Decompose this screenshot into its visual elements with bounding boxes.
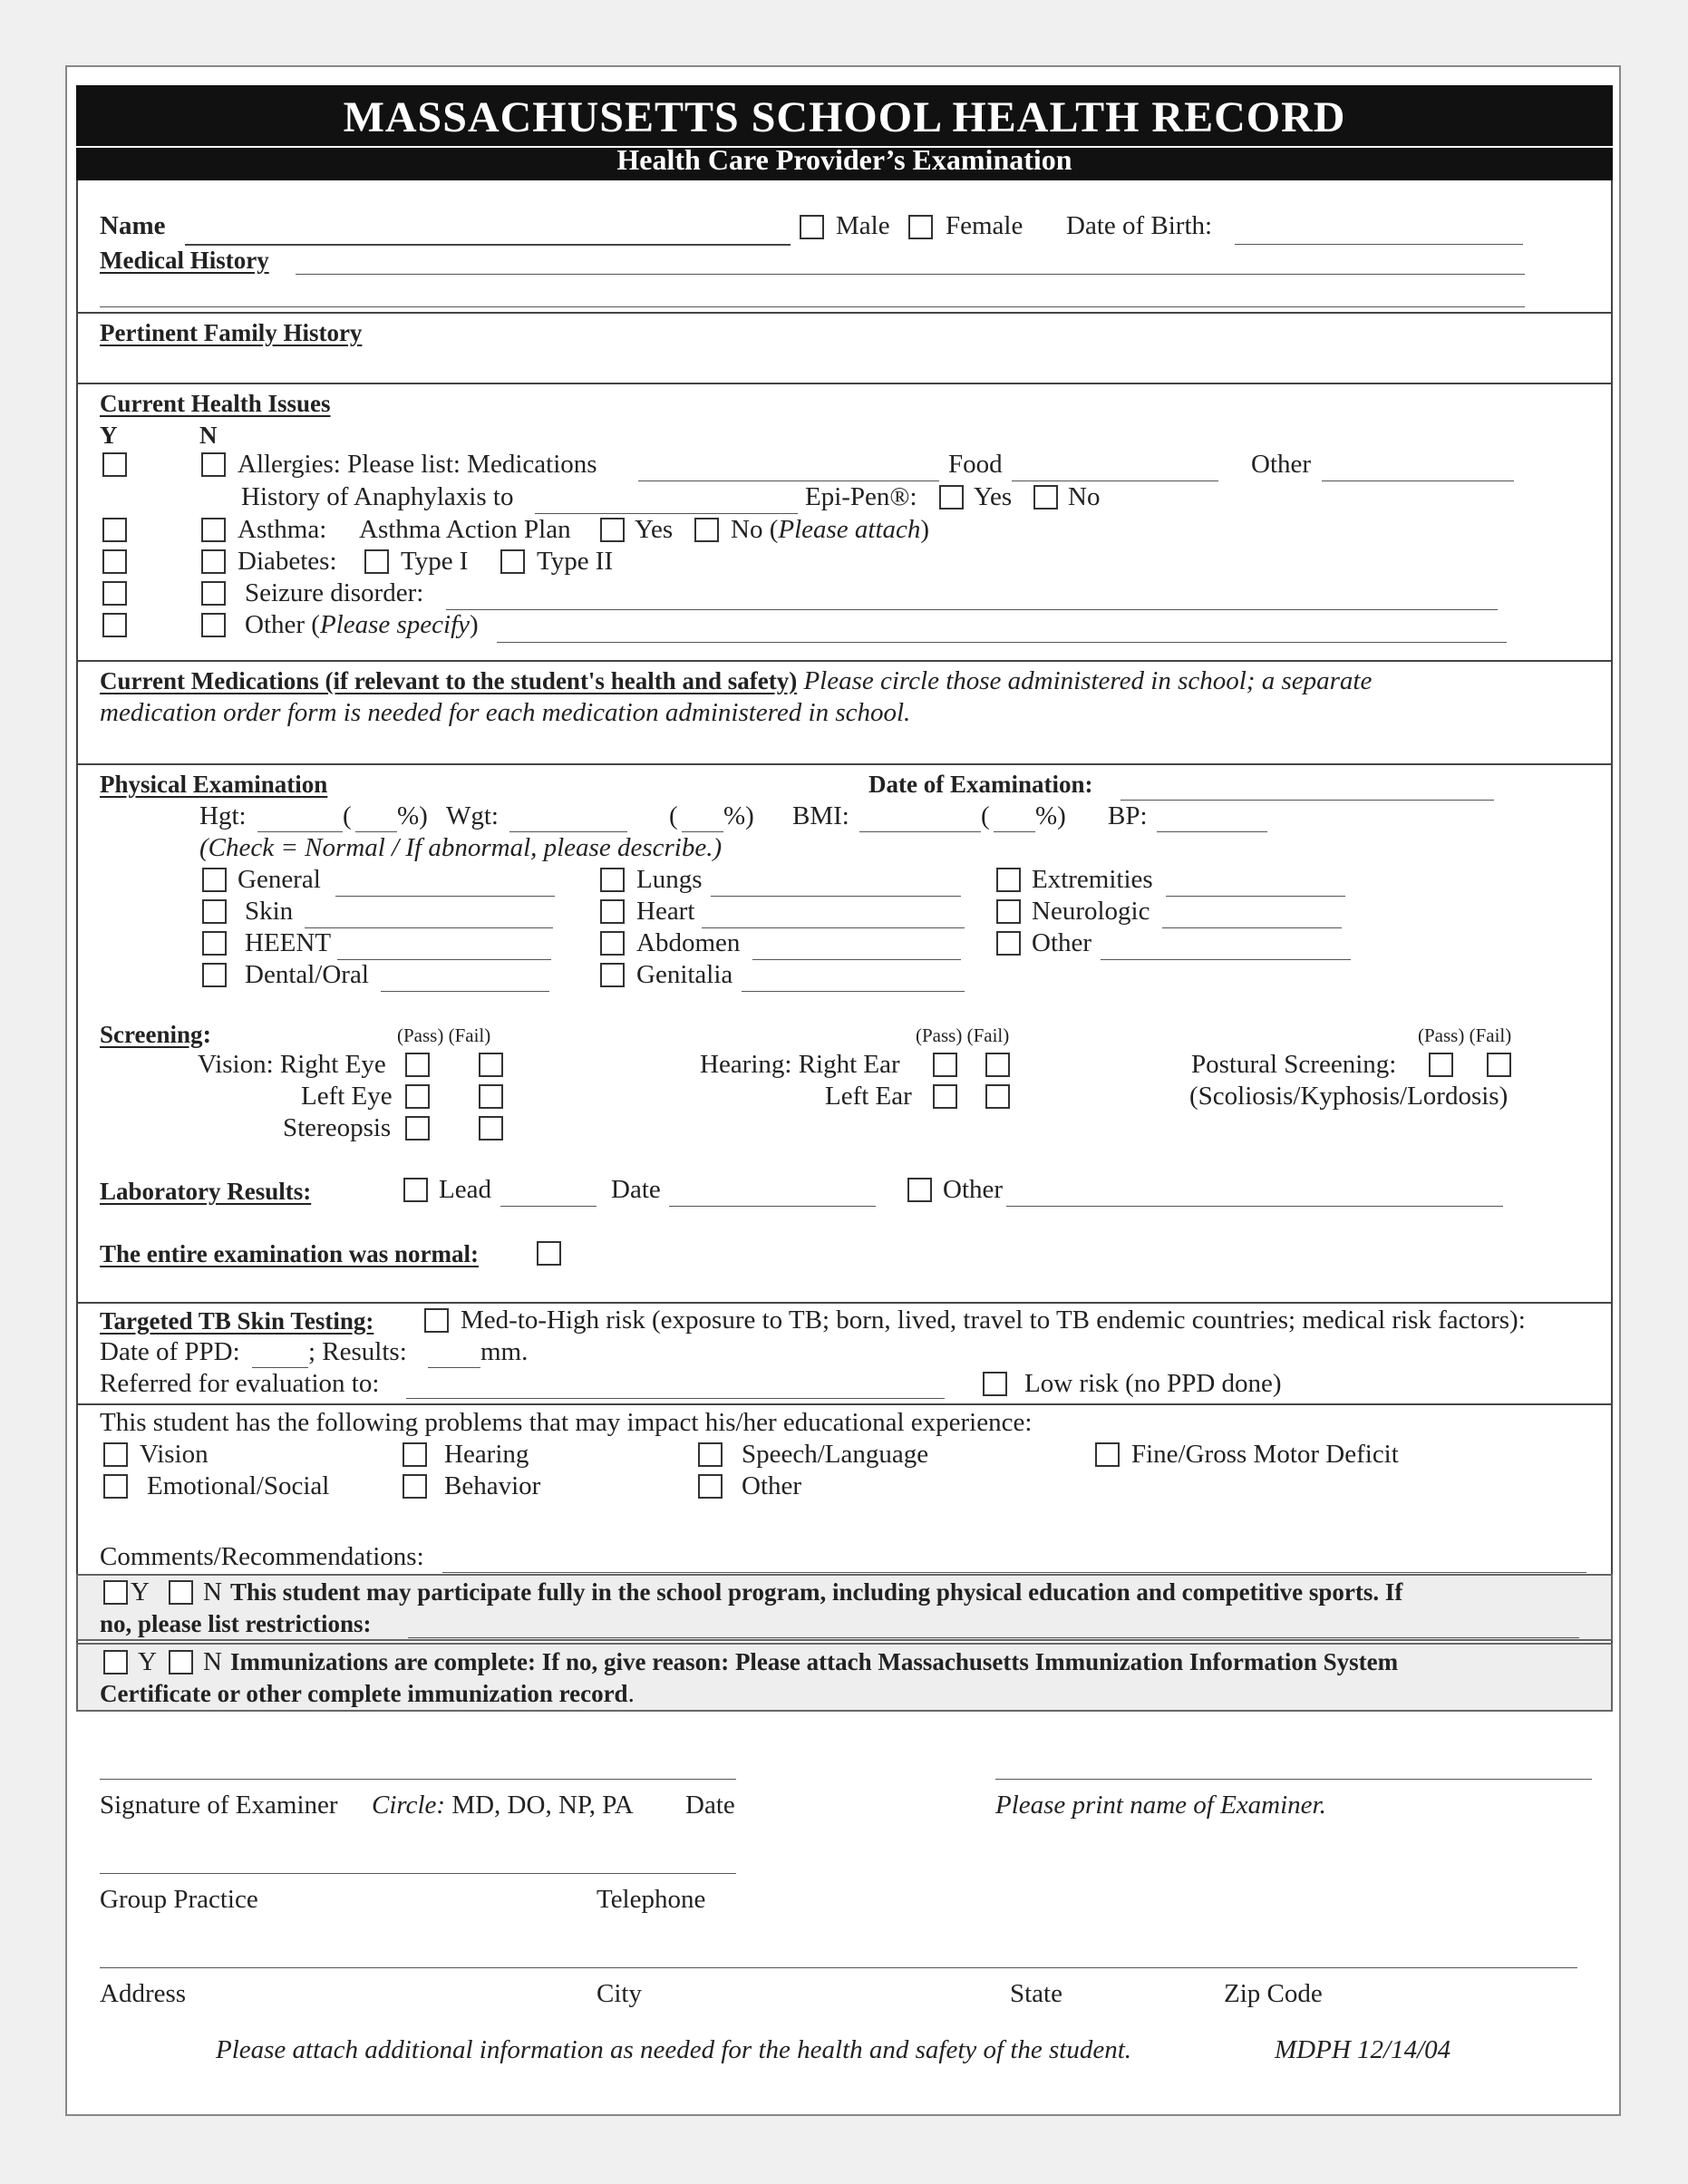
hearing-right-label: Hearing: Right Ear [700,1050,900,1079]
allergy-food-input[interactable] [1012,480,1218,481]
extremities-input[interactable] [1166,896,1345,897]
epipen-no-label: No [1068,482,1101,511]
problem-speech-label: Speech/Language [742,1440,929,1469]
diabetes-y-checkbox[interactable] [102,549,127,574]
asthma-plan-yes-checkbox[interactable] [600,518,625,542]
hgt-label: Hgt: [199,801,247,830]
referred-label: Referred for evaluation to: [100,1369,380,1398]
problem-hearing-checkbox[interactable] [403,1442,427,1467]
form-header [76,85,1613,180]
abdomen-label: Abdomen [636,928,741,957]
participation-y-checkbox[interactable] [103,1580,128,1605]
dental-label: Dental/Oral [245,960,369,989]
stereopsis-fail-checkbox[interactable] [479,1116,503,1141]
lead-input[interactable] [500,1206,597,1207]
allergies-y-checkbox[interactable] [102,452,127,477]
print-name-input[interactable] [995,1779,1592,1780]
referred-input[interactable] [406,1398,945,1399]
mm-label: mm. [480,1337,529,1366]
bmi-open: ( [981,801,990,830]
footer-note: Please attach additional information as needed for the health and safety of the student. [216,2035,1132,2064]
other-specify-label: Other (Please specify) [245,610,479,639]
vision-right-fail-checkbox[interactable] [479,1053,503,1077]
group-practice-label: Group Practice [100,1885,258,1914]
problem-emotional-label: Emotional/Social [147,1471,330,1500]
lungs-checkbox[interactable] [600,868,625,892]
problem-motor-label: Fine/Gross Motor Deficit [1131,1440,1399,1469]
exam-other-checkbox[interactable] [996,931,1021,956]
problems-intro: This student has the following problems that may impact his/her educational experience: [100,1408,1033,1437]
lab-other-input[interactable] [1006,1206,1503,1207]
address-input[interactable] [100,1967,1577,1968]
hearing-right-fail-checkbox[interactable] [985,1053,1010,1077]
low-risk-checkbox[interactable] [983,1372,1007,1396]
problem-other-checkbox[interactable] [698,1474,723,1499]
normal-exam-label: The entire examination was normal: [100,1240,479,1267]
heent-input[interactable] [337,959,551,960]
participation-n-label: N [203,1577,222,1606]
type2-checkbox[interactable] [500,549,525,574]
form-code: MDPH 12/14/04 [1275,2035,1451,2064]
bp-input[interactable] [1157,831,1267,832]
vision-right-pass-checkbox[interactable] [405,1053,430,1077]
type2-label: Type II [537,547,614,576]
genitalia-label: Genitalia [636,960,733,989]
female-checkbox[interactable] [908,215,933,239]
extremities-checkbox[interactable] [996,868,1021,892]
food-label: Food [948,450,1003,479]
lead-checkbox[interactable] [403,1178,428,1202]
normal-exam-checkbox[interactable] [537,1241,561,1266]
dental-input[interactable] [381,991,549,992]
col-n-label: N [199,422,218,449]
stereopsis-label: Stereopsis [283,1113,392,1142]
epipen-yes-label: Yes [974,482,1013,511]
wgt-open: ( [669,801,678,830]
vision-left-fail-checkbox[interactable] [479,1084,503,1109]
tb-heading: Targeted TB Skin Testing: [100,1307,374,1335]
abdomen-checkbox[interactable] [600,931,625,956]
medical-history-input[interactable] [296,274,1525,275]
problem-emotional-checkbox[interactable] [103,1474,128,1499]
health-record-form [65,65,1621,2116]
postural-label: Postural Screening: [1191,1050,1397,1079]
city-label: City [597,1979,642,2008]
problem-hearing-label: Hearing [444,1440,529,1469]
epipen-label: Epi-Pen®: [805,482,917,511]
participation-text-2: no, please list restrictions: [100,1610,372,1637]
family-history-label: Pertinent Family History [100,319,363,346]
tb-risk-text: Med-to-High risk (exposure to TB; born, lived, travel to TB endemic countries; medical risk factors): [461,1306,1526,1335]
immunizations-text-1: Immunizations are complete: If no, give reason: Please attach Massachusetts Immunization Information System [230,1648,1399,1675]
type1-checkbox[interactable] [364,549,389,574]
skin-label: Skin [245,897,294,926]
exam-date-label: Date of Examination: [868,771,1093,798]
neurologic-input[interactable] [1162,927,1342,928]
heent-checkbox[interactable] [202,931,227,956]
other-specify-input[interactable] [497,642,1507,643]
lead-label: Lead [439,1175,491,1204]
results-input[interactable] [428,1367,480,1368]
type1-label: Type I [401,547,469,576]
hearing-pass-fail-label: (Pass) (Fail) [916,1024,1010,1046]
postural-pass-fail-label: (Pass) (Fail) [1418,1024,1512,1046]
name-label: Name [100,211,166,240]
anaphylaxis-label: History of Anaphylaxis to [241,482,514,511]
general-checkbox[interactable] [202,868,227,892]
asthma-n-checkbox[interactable] [201,518,226,542]
exam-other-label: Other [1032,928,1092,957]
hearing-right-pass-checkbox[interactable] [933,1053,957,1077]
bmi-close: %) [1035,801,1066,830]
lungs-label: Lungs [636,865,703,894]
seizure-n-checkbox[interactable] [201,581,226,606]
print-name-label: Please print name of Examiner. [995,1791,1326,1820]
health-issues-heading: Current Health Issues [100,390,331,417]
problem-behavior-checkbox[interactable] [403,1474,427,1499]
lab-date-label: Date [611,1175,661,1204]
neurologic-checkbox[interactable] [996,899,1021,924]
male-label: Male [836,211,890,240]
exam-date-input[interactable] [1120,800,1494,801]
zip-label: Zip Code [1224,1979,1323,2008]
problem-vision-label: Vision [140,1440,209,1469]
heent-label: HEENT [245,928,332,957]
dob-label: Date of Birth: [1066,211,1213,240]
genitalia-checkbox[interactable] [600,963,625,987]
medications-line-1: Current Medications (if relevant to the student's health and safety) Please circle those administered in school; a separate [100,666,1373,695]
seizure-y-checkbox[interactable] [102,581,127,606]
extremities-label: Extremities [1032,865,1153,894]
group-practice-input[interactable] [100,1873,736,1874]
immunizations-y-label: Y [138,1647,157,1676]
allergy-other-input[interactable] [1322,480,1514,481]
neurologic-label: Neurologic [1032,897,1150,926]
male-checkbox[interactable] [800,215,824,239]
problem-other-label: Other [742,1471,802,1500]
col-y-label: Y [100,422,118,449]
signature-label: Signature of Examiner [100,1791,338,1820]
ppd-date-label: Date of PPD: [100,1337,240,1366]
lab-other-checkbox[interactable] [907,1178,932,1202]
tb-risk-checkbox[interactable] [424,1308,449,1333]
abdomen-input[interactable] [752,959,961,960]
asthma-plan-no-checkbox[interactable] [694,518,719,542]
problem-motor-checkbox[interactable] [1095,1442,1120,1467]
general-input[interactable] [335,896,555,897]
immunizations-n-checkbox[interactable] [169,1650,193,1674]
low-risk-label: Low risk (no PPD done) [1024,1369,1282,1398]
form-subtitle: Health Care Provider’s Examination [616,143,1072,176]
lab-date-input[interactable] [669,1206,876,1207]
dob-input[interactable] [1235,244,1523,245]
allergy-other-label: Other [1251,450,1312,479]
wgt-close: %) [723,801,754,830]
immunizations-y-checkbox[interactable] [103,1650,128,1674]
signature-date-label: Date [685,1791,735,1820]
problem-vision-checkbox[interactable] [103,1442,128,1467]
telephone-label: Telephone [597,1885,706,1914]
asthma-plan-label: Asthma Action Plan [359,515,571,544]
stereopsis-pass-checkbox[interactable] [405,1116,430,1141]
problem-behavior-label: Behavior [444,1471,541,1500]
heart-input[interactable] [702,927,965,928]
comments-input[interactable] [442,1572,1586,1573]
postural-note: (Scoliosis/Kyphosis/Lordosis) [1189,1082,1509,1111]
postural-fail-checkbox[interactable] [1487,1053,1511,1077]
bmi-pct-input[interactable] [994,831,1035,832]
heart-checkbox[interactable] [600,899,625,924]
general-label: General [238,865,321,894]
restrictions-input[interactable] [408,1637,1579,1638]
lungs-input[interactable] [711,896,961,897]
credentials-label: Circle: MD, DO, NP, PA [372,1791,634,1820]
comments-label: Comments/Recommendations: [100,1542,424,1571]
other-y-checkbox[interactable] [102,613,127,637]
exam-other-input[interactable] [1101,959,1351,960]
bp-label: BP: [1108,801,1148,830]
heart-label: Heart [636,897,695,926]
participation-y-label: Y [131,1577,150,1606]
screening-heading: Screening: [100,1020,212,1049]
problem-speech-checkbox[interactable] [698,1442,723,1467]
genitalia-input[interactable] [742,991,965,992]
vision-pass-fail-label: (Pass) (Fail) [397,1024,491,1046]
allergies-n-checkbox[interactable] [201,452,226,477]
results-label: ; Results: [308,1337,407,1366]
immunizations-text-2: Certificate or other complete immunization record. [100,1679,635,1708]
bmi-input[interactable] [859,831,981,832]
seizure-input[interactable] [446,609,1498,610]
lab-other-label: Other [943,1175,1004,1204]
participation-text-1: This student may participate fully in the school program, including physical education and competitive sports. If [230,1578,1403,1606]
asthma-plan-yes-label: Yes [635,515,674,544]
dental-checkbox[interactable] [202,963,227,987]
asthma-y-checkbox[interactable] [102,518,127,542]
state-label: State [1010,1979,1062,2008]
address-label: Address [100,1979,187,2008]
hearing-left-fail-checkbox[interactable] [985,1084,1010,1109]
vision-right-label: Vision: Right Eye [198,1050,386,1079]
female-label: Female [946,211,1023,240]
physical-heading: Physical Examination [100,771,328,798]
hearing-left-pass-checkbox[interactable] [933,1084,957,1109]
hearing-left-label: Left Ear [825,1082,912,1111]
other-n-checkbox[interactable] [201,613,226,637]
hgt-close: %) [397,801,428,830]
postural-pass-checkbox[interactable] [1429,1053,1453,1077]
vision-left-pass-checkbox[interactable] [405,1084,430,1109]
asthma-label: Asthma: [238,515,327,544]
allergies-label: Allergies: Please list: Medications [238,450,597,479]
signature-input[interactable] [100,1779,736,1780]
seizure-label: Seizure disorder: [245,578,424,607]
diabetes-n-checkbox[interactable] [201,549,226,574]
wgt-label: Wgt: [446,801,499,830]
vision-left-label: Left Eye [301,1082,393,1111]
hgt-open: ( [343,801,352,830]
form-title: MASSACHUSETTS SCHOOL HEALTH RECORD [343,93,1346,141]
name-input[interactable] [185,244,791,246]
immunizations-n-label: N [203,1647,222,1676]
asthma-plan-no-label: No (Please attach) [731,515,930,544]
skin-input[interactable] [305,927,553,928]
bmi-label: BMI: [792,801,849,830]
skin-checkbox[interactable] [202,899,227,924]
medical-history-label: Medical History [100,247,269,274]
lab-heading: Laboratory Results: [100,1178,312,1205]
diabetes-label: Diabetes: [238,547,337,576]
medications-note-2: medication order form is needed for each medication administered in school. [100,698,911,727]
participation-n-checkbox[interactable] [169,1580,193,1605]
epipen-no-checkbox[interactable] [1033,485,1058,510]
medical-history-input-2[interactable] [100,306,1525,307]
epipen-yes-checkbox[interactable] [939,485,964,510]
check-note: (Check = Normal / If abnormal, please describe.) [199,833,723,862]
